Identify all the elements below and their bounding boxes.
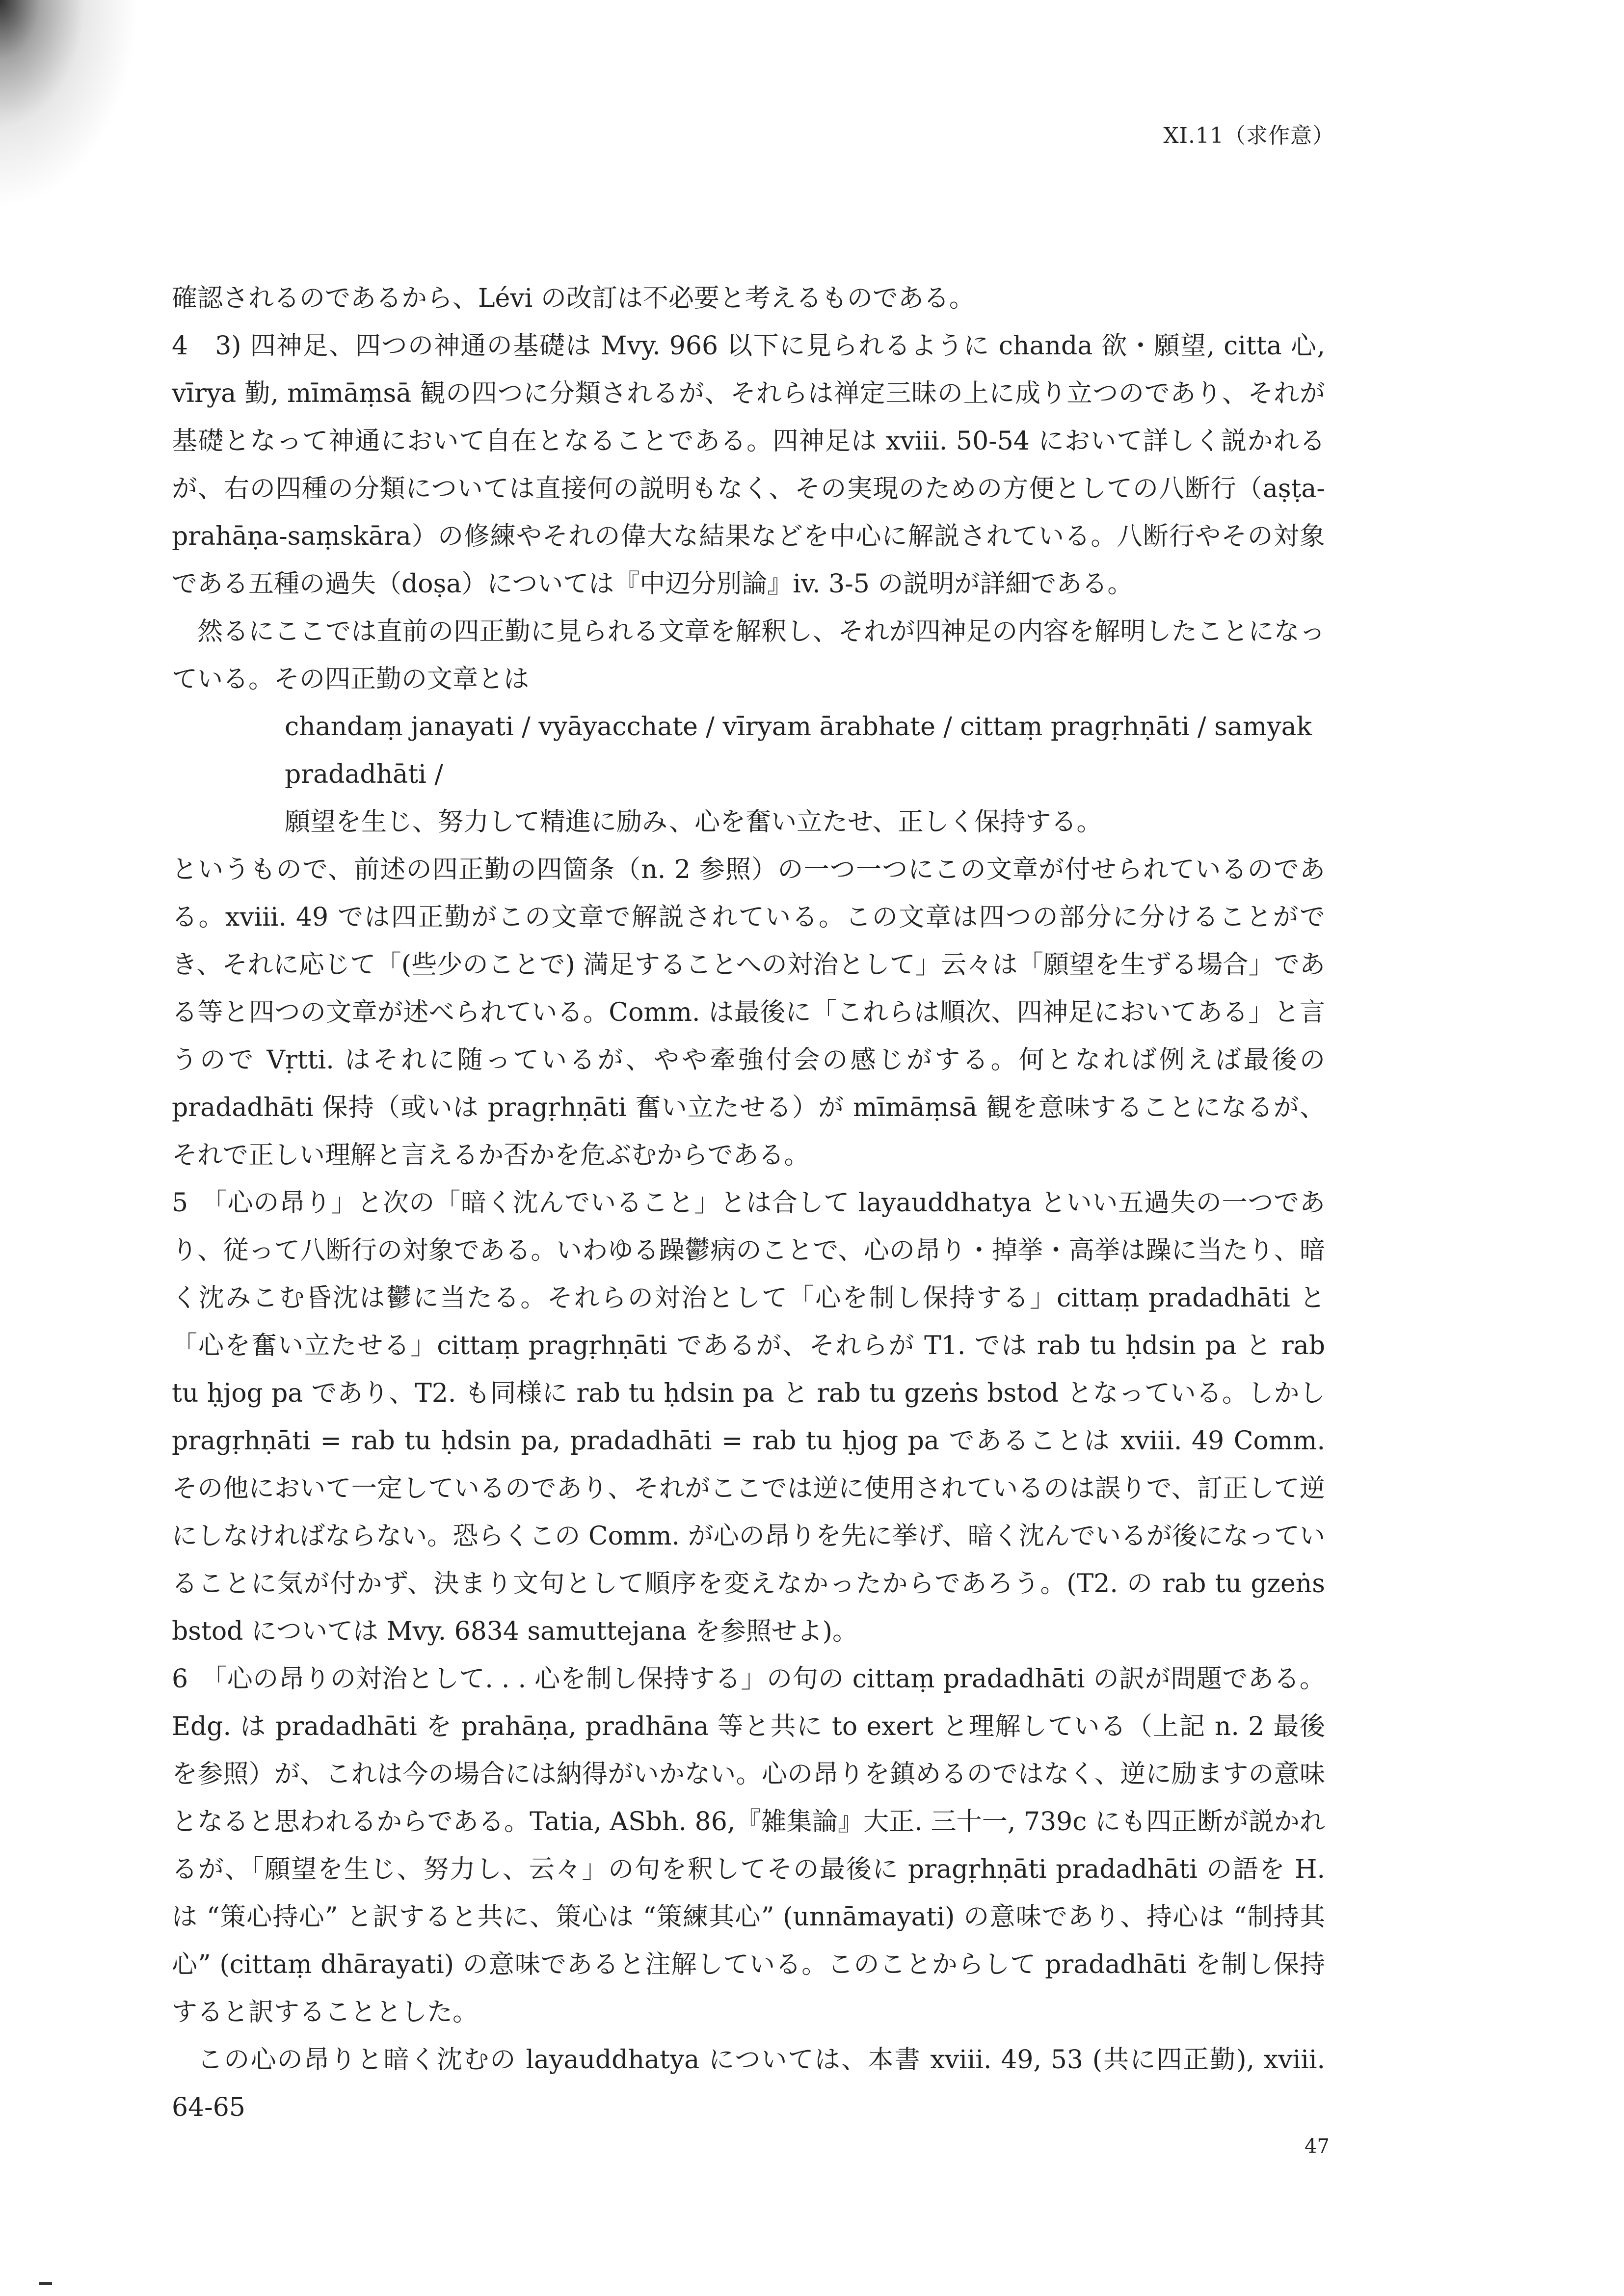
japanese-translation-quote: 願望を生じ、努力して精進に励み、心を奮い立たせ、正しく保持する。: [285, 807, 1102, 837]
note-6-continuation: この心の昂りと暗く沈むの layauddhatya については、本書 xviii. 49, 53 (共に四正勤), xviii. 64-65: [172, 2045, 1325, 2122]
scan-mark: [39, 2282, 52, 2285]
scan-shadow: [0, 0, 157, 236]
note-5: 5 「心の昂り」と次の「暗く沈んでいること」とは合して layauddhatya といい五過失の一つであり、従って八断行の対象である。いわゆる躁鬱病のことで、心の昂り・掉挙・高挙は躁に当たり、暗く沈みこむ昏沈は鬱に当たる。それらの対治として「心を制し保持する」cittaṃ pradadhāti と「心を奮い立たせる」cittaṃ pragṛhṇāti であるが、それらが T1. では rab tu ḥdsin pa と rab tu ḥjog pa であり、T2. も同様に rab tu ḥdsin pa と rab tu gzeṅs bstod となっている。しかし pragṛhṇāti = rab tu ḥdsin pa, pradadhāti = rab tu ḥjog pa であることは xviii. 49 Comm. その他において一定しているのであり、それがここでは逆に使用されているのは誤りで、訂正して逆にしなければならない。恐らくこの Comm. が心の昂りを先に挙げ、暗く沈んでいるが後になっていることに気が付かず、決まり文句として順序を変えなかったからであろう。(T2. の rab tu gzeṅs bstod については Mvy. 6834 samuttejana を参照せよ)。: [172, 1188, 1325, 1646]
page-number: 47: [1305, 2135, 1330, 2158]
sanskrit-quote: chandaṃ janayati / vyāyacchate / vīryam ārabhate / cittaṃ pragṛhṇāti / samyak pradadhāti /: [285, 712, 1312, 789]
note-4-continuation: 然るにここでは直前の四正勤に見られる文章を解釈し、それが四神足の内容を解明したことになっている。その四正勤の文章とは: [172, 617, 1325, 694]
page-body: [172, 275, 1325, 2132]
note-4: 4 3) 四神足、四つの神通の基礎は Mvy. 966 以下に見られるように chanda 欲・願望, citta 心, vīrya 勤, mīmāṃsā 観の四つに分類されるが、それらは禅定三昧の上に成り立つのであり、それが基礎となって神通において自在となることである。四神足は xviii. 50-54 において詳しく説かれるが、右の四種の分類については直接何の説明もなく、その実現のための方便としての八断行（aṣṭa-prahāṇa-saṃskāra）の修練やそれの偉大な結果などを中心に解説されている。八断行やその対象である五種の過失（doṣa）については『中辺分別論』iv. 3-5 の説明が詳細である。: [172, 331, 1325, 599]
note-4-explanation: というもので、前述の四正勤の四箇条（n. 2 参照）の一つ一つにこの文章が付せられているのである。xviii. 49 では四正勤がこの文章で解説されている。この文章は四つの部分に分けることができ、それに応じて「(些少のことで) 満足することへの対治として」云々は「願望を生ずる場合」である等と四つの文章が述べられている。Comm. は最後に「これらは順次、四神足においてある」と言うので Vṛtti. はそれに随っているが、やや牽強付会の感じがする。何となれば例えば最後の pradadhāti 保持（或いは pragṛhṇāti 奮い立たせる）が mīmāṃsā 観を意味することになるが、それで正しい理解と言えるか否かを危ぶむからである。: [172, 855, 1325, 1170]
running-head: XI.11（求作意）: [1163, 123, 1334, 148]
note-6: 6 「心の昂りの対治として. . . 心を制し保持する」の句の cittaṃ pradadhāti の訳が問題である。Edg. は pradadhāti を prahāṇa, pradhāna 等と共に to exert と理解している（上記 n. 2 最後を参照）が、これは今の場合には納得がいかない。心の昂りを鎮めるのではなく、逆に励ますの意味となると思われるからである。Tatia, ASbh. 86,『雑集論』大正. 三十一, 739c にも四正断が説かれるが、「願望を生じ、努力し、云々」の句を釈してその最後に pragṛhṇāti pradadhāti の語を H. は “策心持心” と訳すると共に、策心は “策練其心” (unnāmayati) の意味であり、持心は “制持其心” (cittaṃ dhārayati) の意味であると注解している。このことからして pradadhāti を制し保持すると訳することとした。: [172, 1664, 1325, 2027]
paragraph-continuation: 確認されるのであるから、Lévi の改訂は不必要と考えるものである。: [172, 284, 975, 313]
